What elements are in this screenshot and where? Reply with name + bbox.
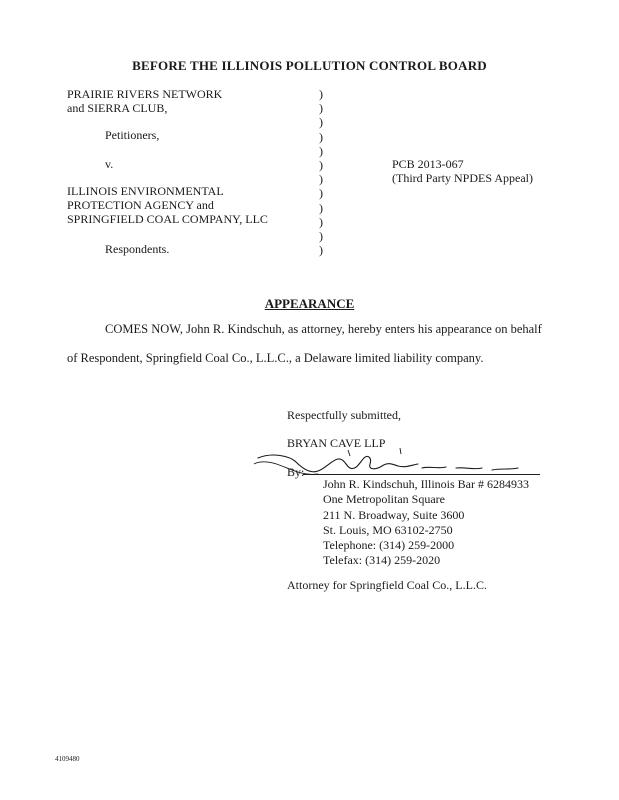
paragraph-line-1: COMES NOW, John R. Kindschuh, as attorney, hereby enters his appearance on behalf bbox=[105, 322, 542, 336]
paren: ) bbox=[319, 129, 323, 144]
respondents-block bbox=[67, 184, 268, 227]
telephone: Telephone: (314) 259-2000 bbox=[323, 538, 455, 553]
paren: ) bbox=[319, 172, 323, 187]
paragraph-line-2: of Respondent, Springfield Coal Co., L.L.C., a Delaware limited liability company. bbox=[67, 351, 484, 365]
petitioner-name-line: and SIERRA CLUB, bbox=[67, 101, 168, 116]
attorney-for: Attorney for Springfield Coal Co., L.L.C. bbox=[287, 578, 487, 592]
paren: ) bbox=[319, 115, 323, 130]
closing: Respectfully submitted, bbox=[287, 408, 401, 422]
paren: ) bbox=[319, 186, 323, 201]
paren: ) bbox=[319, 143, 323, 158]
case-number: PCB 2013-067 bbox=[392, 157, 464, 171]
paren: ) bbox=[319, 214, 323, 229]
case-info bbox=[392, 157, 533, 185]
address-line: One Metropolitan Square bbox=[323, 492, 445, 507]
document-id: 4109480 bbox=[55, 755, 80, 763]
case-type: (Third Party NPDES Appeal) bbox=[392, 171, 533, 186]
paren: ) bbox=[319, 87, 323, 101]
paren: ) bbox=[319, 229, 323, 244]
respondents-label: Respondents. bbox=[105, 242, 170, 256]
petitioner-name-line: PRAIRIE RIVERS NETWORK bbox=[67, 87, 223, 101]
respondent-name-line: SPRINGFIELD COAL COMPANY, LLC bbox=[67, 212, 268, 227]
versus-label: v. bbox=[105, 157, 114, 171]
respondent-name-line: PROTECTION AGENCY and bbox=[67, 198, 214, 213]
address-line: 211 N. Broadway, Suite 3600 bbox=[323, 507, 465, 522]
paren: ) bbox=[319, 101, 323, 116]
petitioners-label: Petitioners, bbox=[105, 128, 160, 142]
address-line: St. Louis, MO 63102-2750 bbox=[323, 522, 453, 537]
paren: ) bbox=[319, 200, 323, 215]
firm-name: BRYAN CAVE LLP bbox=[287, 436, 386, 450]
respondent-name-line: ILLINOIS ENVIRONMENTAL bbox=[67, 184, 224, 198]
telefax: Telefax: (314) 259-2020 bbox=[323, 553, 441, 568]
appearance-heading: APPEARANCE bbox=[264, 296, 355, 311]
paren: ) bbox=[319, 158, 323, 173]
paren: ) bbox=[319, 243, 323, 258]
caption-parentheses bbox=[319, 87, 323, 257]
document-title: BEFORE THE ILLINOIS POLLUTION CONTROL BOARD bbox=[132, 58, 487, 73]
by-label: By: bbox=[287, 465, 305, 479]
attorney-details bbox=[323, 477, 529, 569]
petitioners-block bbox=[67, 87, 222, 115]
attorney-name: John R. Kindschuh, Illinois Bar # 6284933 bbox=[323, 477, 529, 491]
